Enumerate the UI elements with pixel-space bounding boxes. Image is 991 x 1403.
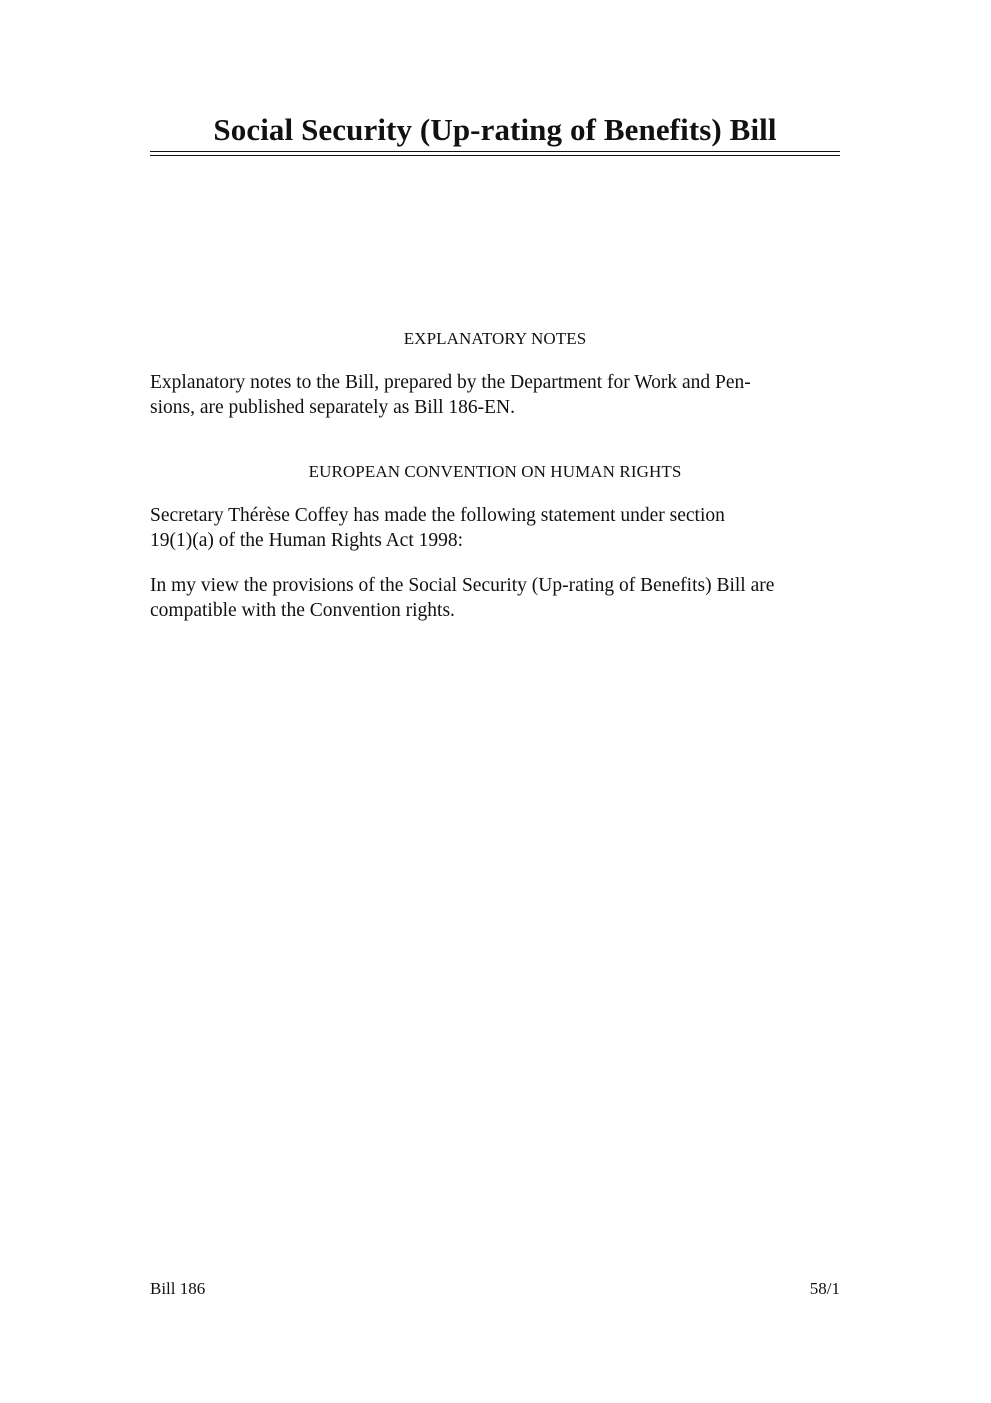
title-rule-lower bbox=[150, 155, 840, 156]
echr-heading: EUROPEAN CONVENTION ON HUMAN RIGHTS bbox=[308, 462, 682, 481]
bill-title: Social Security (Up-rating of Benefits) Bill bbox=[213, 112, 777, 147]
paragraph-line: 19(1)(a) of the Human Rights Act 1998: bbox=[150, 530, 464, 551]
paragraph-line: compatible with the Convention rights. bbox=[150, 600, 455, 621]
paragraph-line: sions, are published separately as Bill 186-EN. bbox=[150, 397, 516, 418]
footer-reference: 58/1 bbox=[809, 1279, 840, 1298]
explanatory-notes-heading: EXPLANATORY NOTES bbox=[403, 329, 587, 348]
explanatory-notes-paragraph bbox=[150, 370, 840, 420]
echr-statement-intro bbox=[150, 503, 840, 553]
title-rule-upper bbox=[150, 151, 840, 152]
paragraph-line: In my view the provisions of the Social Security (Up-rating of Benefits) Bill are bbox=[150, 575, 775, 596]
echr-statement bbox=[150, 573, 840, 623]
paragraph-line: Explanatory notes to the Bill, prepared by the Department for Work and Pen- bbox=[150, 372, 751, 393]
paragraph-line: Secretary Thérèse Coffey has made the following statement under section bbox=[150, 505, 725, 526]
footer-bill-number: Bill 186 bbox=[150, 1279, 206, 1298]
